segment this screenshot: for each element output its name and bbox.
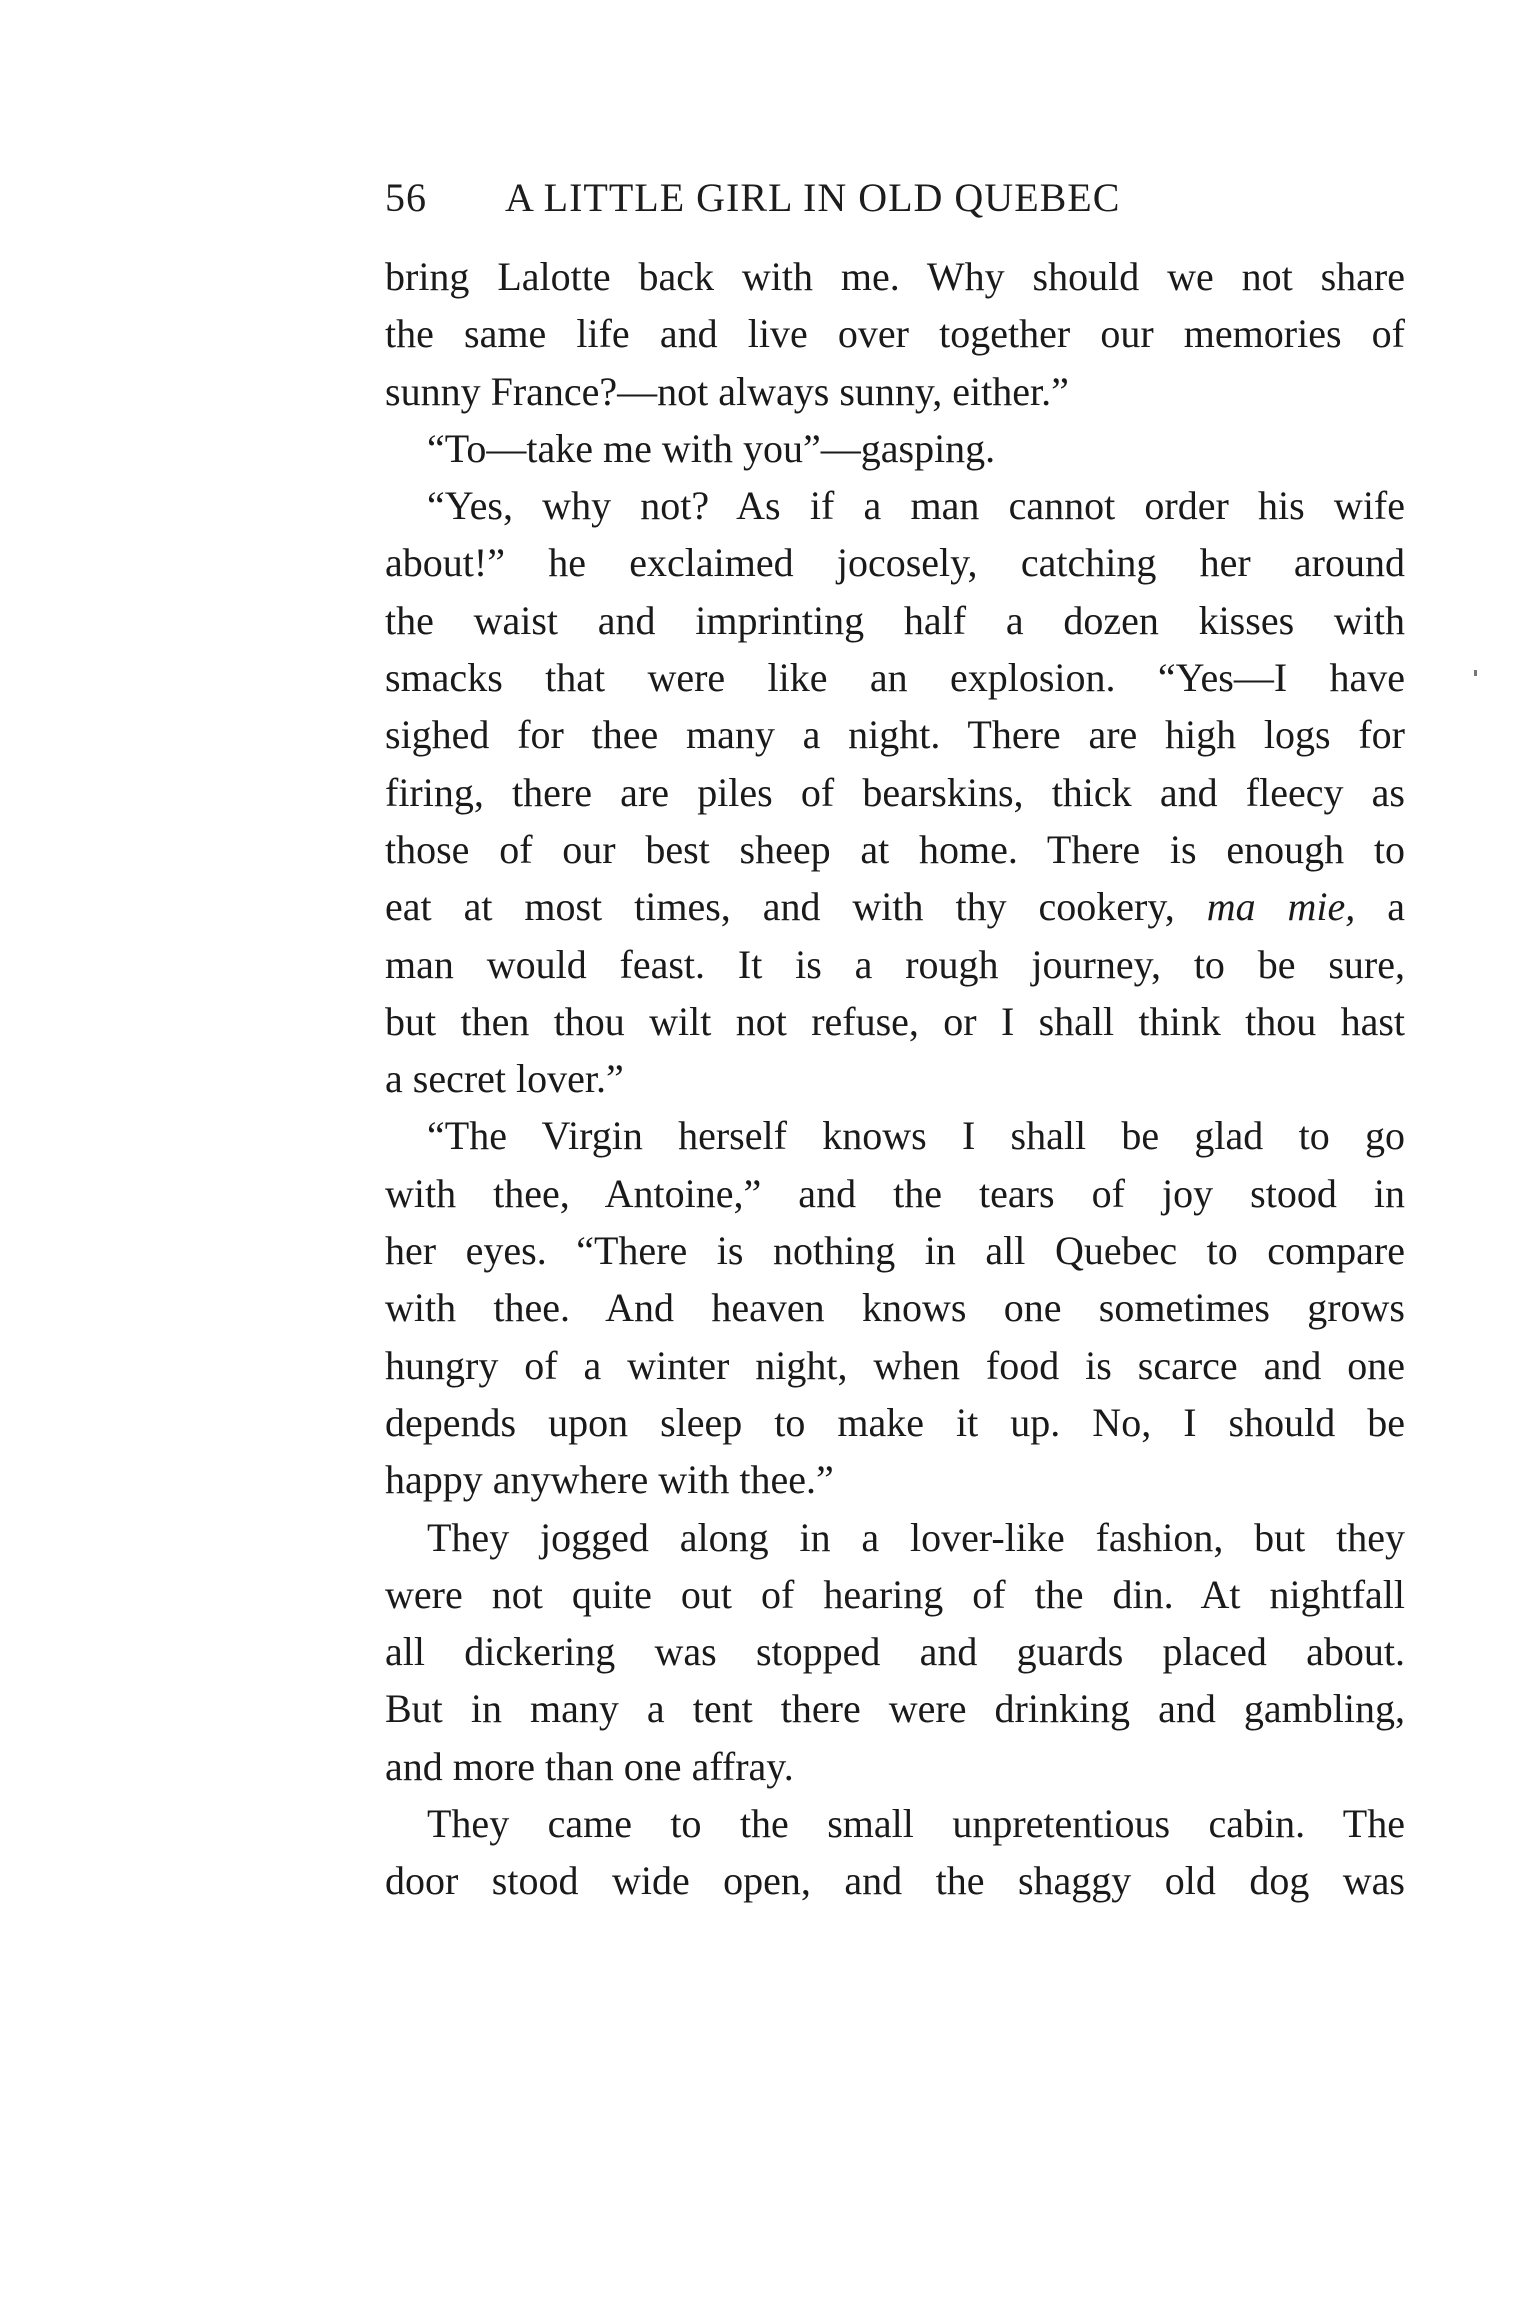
text-line: “The Virgin herself knows I shall be glad to go xyxy=(427,1113,1405,1159)
page-header xyxy=(385,168,1405,228)
text-line: but then thou wilt not refuse, or I shall think thou hast xyxy=(385,998,1405,1044)
text-line: with thee, Antoine,” and the tears of joy stood in xyxy=(385,1170,1405,1216)
text-line: firing, there are piles of bearskins, thick and fleecy as xyxy=(385,769,1405,815)
italic-phrase: ma mie, xyxy=(1206,884,1356,930)
text-line: They jogged along in a lover-like fashion, but they xyxy=(427,1514,1405,1560)
text-line: hungry of a winter night, when food is scarce and one xyxy=(385,1342,1405,1388)
text-line: door stood wide open, and the shaggy old dog was xyxy=(385,1858,1405,1904)
text-line: man would feast. It is a rough journey, to be sure, xyxy=(385,941,1405,987)
text-line: all dickering was stopped and guards placed about. xyxy=(385,1629,1405,1675)
text-line: a secret lover.” xyxy=(385,1056,624,1102)
text-segment: a xyxy=(1387,884,1406,930)
text-line-with-italic xyxy=(385,878,1405,935)
text-line: those of our best sheep at home. There is enough to xyxy=(385,826,1405,872)
text-line: But in many a tent there were drinking and gambling, xyxy=(385,1686,1405,1732)
text-line: sunny France?—not always sunny, either.” xyxy=(385,368,1069,414)
page-number: 56 xyxy=(385,175,427,220)
text-line: the waist and imprinting half a dozen kisses with xyxy=(385,597,1405,643)
scan-speck xyxy=(1474,670,1477,676)
text-line: with thee. And heaven knows one sometimes grows xyxy=(385,1285,1405,1331)
text-line: sighed for thee many a night. There are high logs for xyxy=(385,712,1405,758)
text-line: smacks that were like an explosion. “Yes—I have xyxy=(385,655,1405,701)
text-segment: eat at most times, and with thy cookery, xyxy=(385,884,1175,930)
text-line: the same life and live over together our memories of xyxy=(385,311,1405,357)
text-line: happy anywhere with thee.” xyxy=(385,1457,834,1503)
text-line: about!” he exclaimed jocosely, catching her around xyxy=(385,540,1405,586)
text-line: “Yes, why not? As if a man cannot order his wife xyxy=(427,483,1405,529)
text-line: were not quite out of hearing of the din. At nightfall xyxy=(385,1571,1405,1617)
text-line: and more than one affray. xyxy=(385,1743,794,1789)
running-head: A LITTLE GIRL IN OLD QUEBEC xyxy=(505,175,1121,220)
text-line: bring Lalotte back with me. Why should we not share xyxy=(385,254,1405,299)
body-text xyxy=(385,248,1405,1910)
text-line: depends upon sleep to make it up. No, I should be xyxy=(385,1399,1405,1445)
text-line: her eyes. “There is nothing in all Quebec to compare xyxy=(385,1228,1405,1274)
text-line: They came to the small unpretentious cabin. The xyxy=(427,1801,1405,1847)
text-line: “To—take me with you”—gasping. xyxy=(427,425,996,471)
